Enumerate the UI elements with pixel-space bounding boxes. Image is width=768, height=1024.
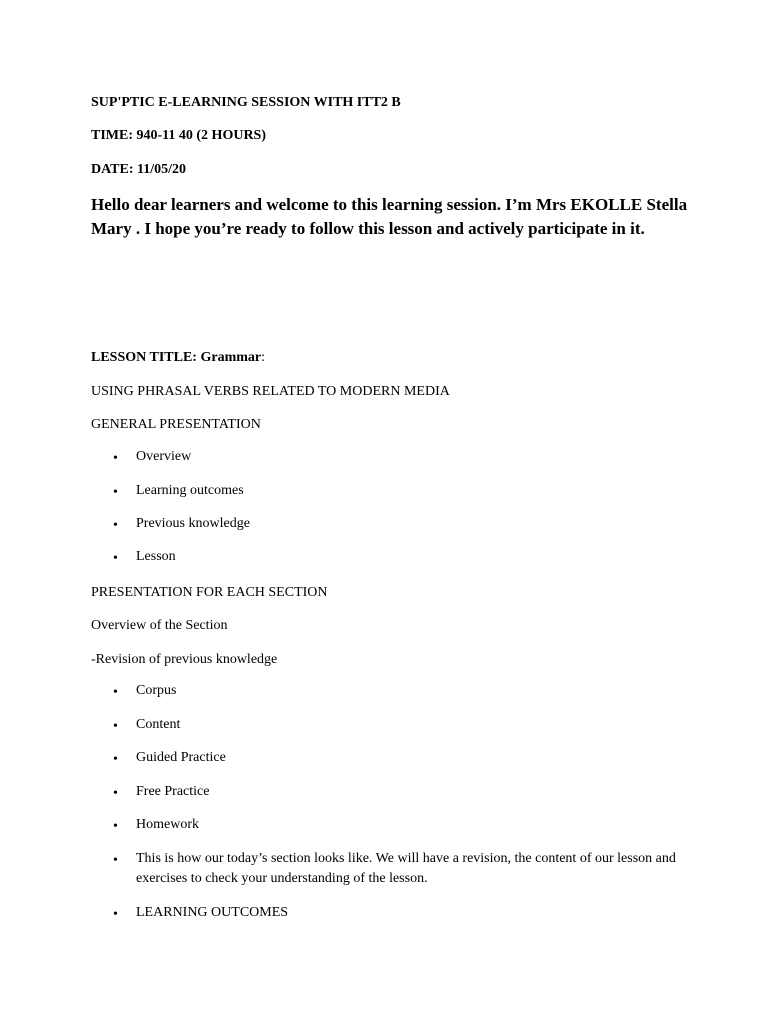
- session-date: DATE: 11/05/20: [91, 162, 187, 177]
- list-item-learning-outcomes-heading: LEARNING OUTCOMES: [136, 905, 289, 920]
- list-item-homework: Homework: [136, 817, 199, 832]
- general-presentation-heading: GENERAL PRESENTATION: [91, 417, 261, 432]
- bullet-icon: •: [113, 551, 118, 566]
- list-item-previous-knowledge: Previous knowledge: [136, 516, 250, 531]
- section-heading: PRESENTATION FOR EACH SECTION: [91, 585, 328, 600]
- section-overview: Overview of the Section: [91, 618, 228, 633]
- bullet-icon: •: [113, 853, 118, 868]
- list-item-corpus: Corpus: [136, 683, 177, 698]
- session-title: SUP'PTIC E-LEARNING SESSION WITH ITT2 B: [91, 95, 401, 110]
- list-item-content: Content: [136, 717, 181, 732]
- bullet-icon: •: [113, 752, 118, 767]
- lesson-title: [91, 349, 265, 366]
- bullet-icon: •: [113, 907, 118, 922]
- bullet-icon: •: [113, 685, 118, 700]
- bullet-icon: •: [113, 485, 118, 500]
- bullet-icon: •: [113, 819, 118, 834]
- lesson-title-value: Grammar: [196, 350, 262, 365]
- list-item-lesson: Lesson: [136, 549, 176, 564]
- bullet-icon: •: [113, 719, 118, 734]
- list-item-learning-outcomes: Learning outcomes: [136, 483, 244, 498]
- lesson-title-label: LESSON TITLE:: [91, 350, 197, 365]
- intro-paragraph: Hello dear learners and welcome to this learning session. I’m Mrs EKOLLE Stella Mary . I hope you’re ready to follow this lesson and actively participate in it.: [91, 195, 688, 238]
- bullet-icon: •: [113, 451, 118, 466]
- session-time: TIME: 940-11 40 (2 HOURS): [91, 128, 266, 143]
- lesson-topic: USING PHRASAL VERBS RELATED TO MODERN MEDIA: [91, 384, 450, 399]
- list-item-guided-practice: Guided Practice: [136, 750, 226, 765]
- list-item-overview: Overview: [136, 449, 192, 464]
- bullet-icon: •: [113, 518, 118, 533]
- bullet-icon: •: [113, 786, 118, 801]
- list-item-section-description: This is how our today’s section looks like. We will have a revision, the content of our lesson and exercises to check your understanding of the lesson.: [136, 851, 676, 886]
- lesson-title-colon: :: [261, 350, 266, 365]
- section-revision: -Revision of previous knowledge: [91, 652, 278, 667]
- list-item-free-practice: Free Practice: [136, 784, 210, 799]
